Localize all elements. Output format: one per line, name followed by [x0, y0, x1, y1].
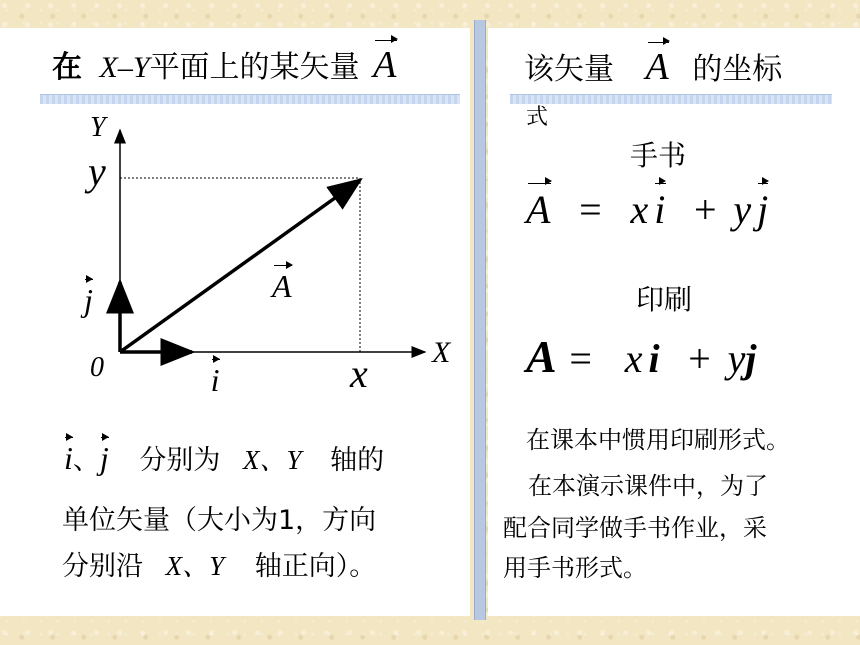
right-title-overflow: 式	[526, 105, 549, 130]
equation-handwritten	[526, 186, 768, 233]
right-title-underline	[510, 94, 832, 104]
desc-sep: 、	[72, 445, 100, 476]
eq2-x: x	[624, 336, 643, 381]
desc-rest-b: 轴的	[330, 445, 385, 476]
right-title	[524, 44, 782, 89]
desc-line3-a: 分别沿	[62, 551, 143, 582]
left-title-middle: 平面上的某矢量	[149, 50, 360, 85]
eq2-i: i	[648, 336, 660, 381]
axis-x-label: X	[432, 336, 451, 369]
origin-label: 0	[90, 352, 104, 383]
desc-line-3	[62, 544, 376, 583]
eq1-y: y	[733, 187, 752, 232]
eq1-i: i	[654, 187, 666, 232]
right-title-a: 该矢量	[524, 52, 614, 87]
desc-line3-b: 轴正向）。	[254, 551, 377, 582]
desc-rest-a: 分别为	[139, 445, 221, 476]
desc-axis-y: Y	[286, 445, 302, 475]
note-courseware-line-2: 配合同学做手书作业，采	[503, 514, 767, 542]
desc-unit-i: i	[64, 440, 73, 476]
desc-unit-j: j	[99, 440, 109, 476]
eq2-equals: =	[569, 336, 592, 381]
desc-axis-x: X、	[242, 445, 287, 475]
printed-label: 印刷	[636, 283, 693, 316]
note-courseware-line-3: 用手书形式。	[503, 554, 647, 582]
axis-y-label: Y	[90, 112, 106, 143]
tick-x-label: x	[350, 351, 368, 396]
desc-line3-axis-x: X、	[165, 551, 210, 581]
left-title-prefix: 在	[52, 50, 82, 85]
equation-printed	[526, 330, 756, 383]
desc-line-2: 单位矢量（大小为1，方向	[62, 505, 377, 536]
vector-diagram	[0, 100, 460, 400]
eq2-plus: +	[688, 336, 711, 381]
vector-a-label: A	[271, 268, 292, 304]
eq1-x: x	[630, 187, 649, 232]
note-courseware-line-1: 在本演示课件中，为了	[528, 472, 768, 500]
handwritten-label: 手书	[630, 139, 687, 172]
eq2-y: y	[727, 336, 746, 381]
eq1-lhs: A	[526, 187, 551, 232]
note-textbook: 在课本中惯用印刷形式。	[526, 426, 790, 454]
eq1-plus: +	[694, 187, 717, 232]
unit-j-label: j	[84, 282, 93, 318]
right-title-b: 的坐标	[692, 52, 783, 87]
right-title-vector: A	[645, 46, 669, 88]
eq1-j: j	[757, 187, 769, 232]
vector-a-arrow	[120, 180, 360, 352]
eq1-equals: =	[579, 187, 602, 232]
tick-y-label: y	[88, 149, 106, 194]
eq2-j: j	[745, 336, 757, 381]
left-title-vector: A	[373, 44, 397, 86]
panel-divider	[474, 20, 486, 620]
eq2-lhs: A	[526, 331, 557, 382]
desc-line-1	[64, 438, 384, 477]
left-title	[52, 42, 396, 87]
unit-i-label: i	[210, 362, 220, 398]
desc-line3-axis-y: Y	[209, 551, 225, 581]
left-title-axes: X–Y	[99, 51, 150, 84]
